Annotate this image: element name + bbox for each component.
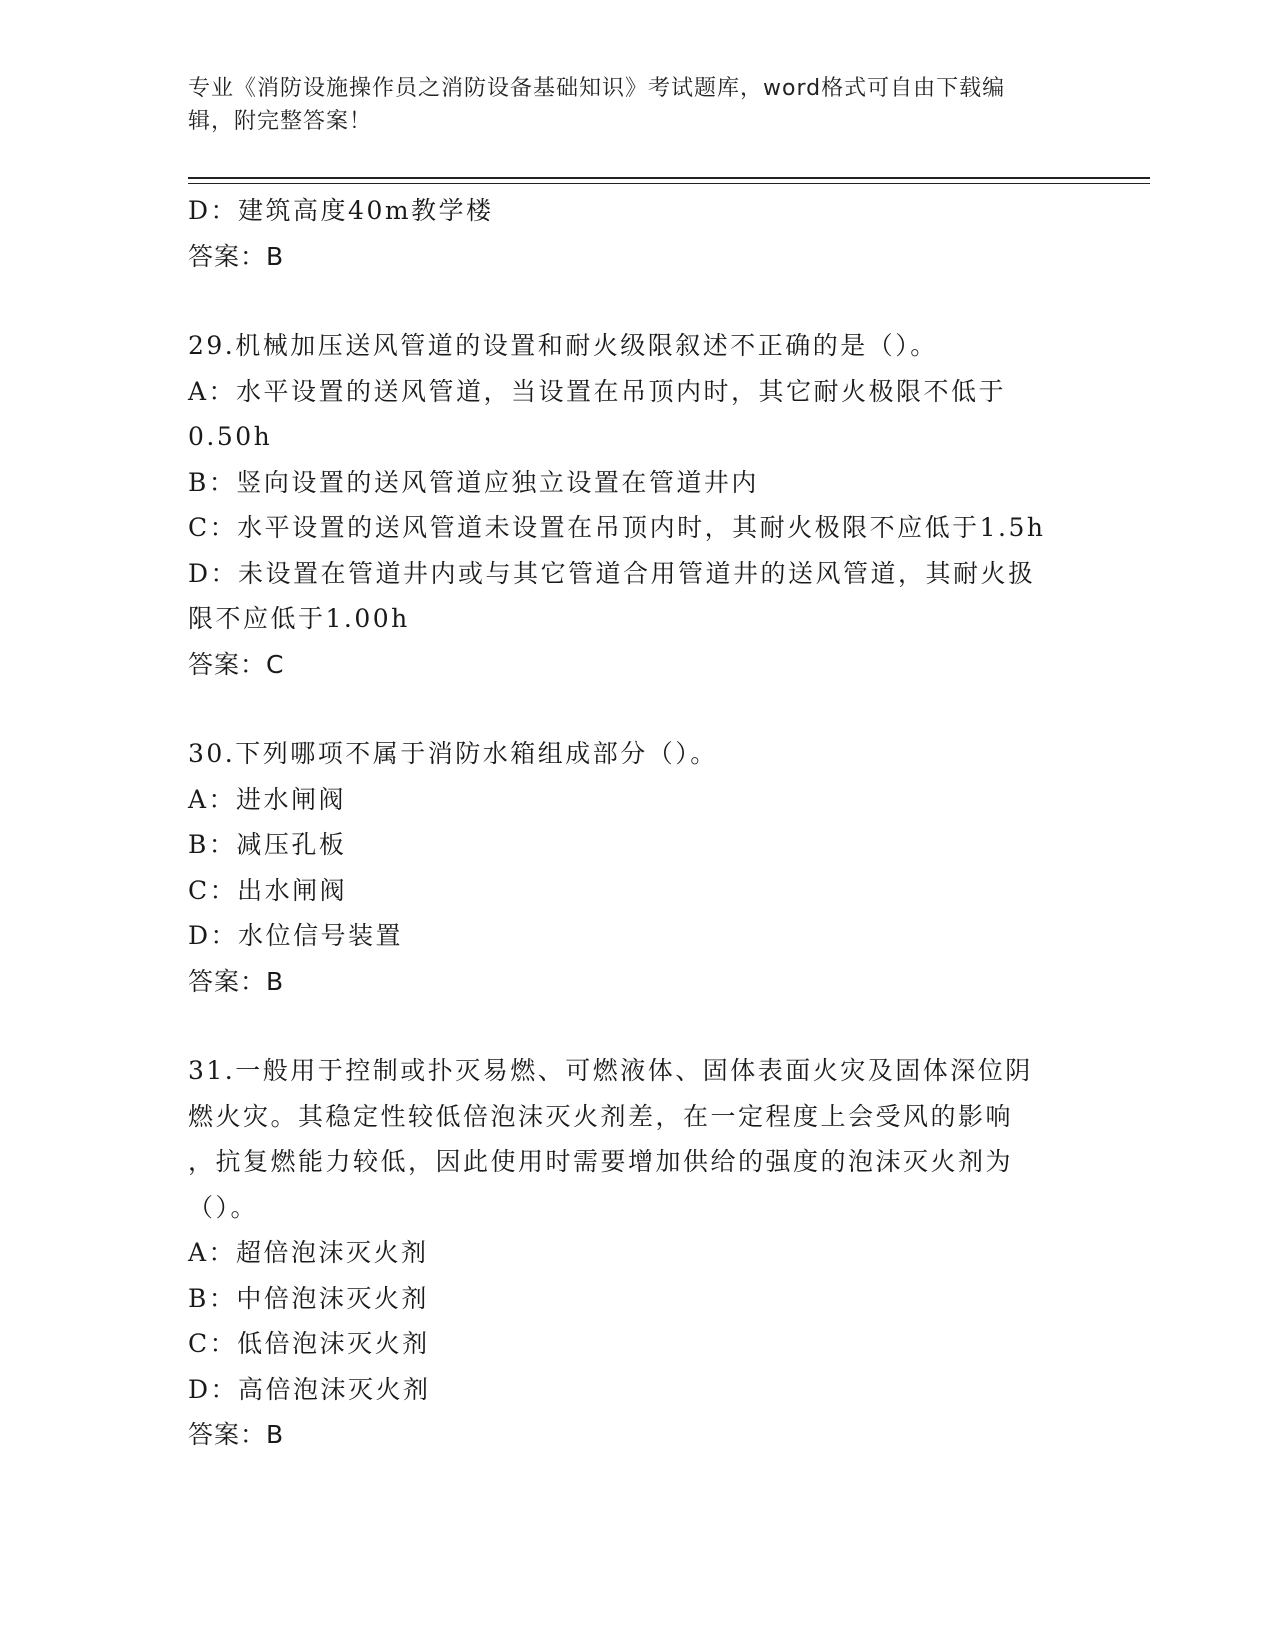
spacer — [188, 687, 1088, 731]
option-d: D：水位信号装置 — [188, 921, 404, 950]
option-d: D：高倍泡沫灭火剂 — [188, 1374, 431, 1404]
question-31 — [188, 1048, 1088, 1458]
header-line-1: 专业《消防设施操作员之消防设备基础知识》考试题库，word格式可自由下载编 — [188, 76, 1006, 101]
question-30 — [188, 731, 1088, 1004]
option-c: C：出水闸阀 — [188, 875, 348, 905]
header-line-2: 辑，附完整答案！ — [188, 109, 373, 134]
option-b: B：减压孔板 — [188, 830, 347, 859]
spacer — [188, 1004, 1088, 1048]
answer-label: 答案：C — [188, 649, 285, 679]
option-d: D：建筑高度40m教学楼 — [188, 196, 494, 225]
option-d: D：未设置在管道井内或与其它管道合用管道井的送风管道，其耐火扱 — [188, 558, 1036, 588]
option-a: A：超倍泡沫灭火剂 — [188, 1238, 429, 1267]
question-stem-continued: （）。 — [188, 1192, 259, 1222]
question-list — [188, 188, 1088, 1458]
question-stem-continued: 燃火灾。其稳定性较低倍泡沫灭火剂差，在一定程度上会受风的影响 — [188, 1101, 1014, 1131]
question-29 — [188, 323, 1088, 687]
question-stem: 30.下列哪项不属于消防水箱组成部分（）。 — [188, 739, 718, 768]
question-28-tail — [188, 188, 1088, 279]
header-divider-thin — [188, 183, 1150, 184]
option-c: C：水平设置的送风管道未设置在吊顶内时，其耐火极限不应低于1.5h — [188, 513, 1046, 542]
option-a-continued: 0.50h — [188, 422, 273, 451]
option-d-continued: 限不应低于1.00h — [188, 604, 410, 633]
answer-label: 答案：B — [188, 1420, 285, 1449]
answer-label: 答案：B — [188, 966, 285, 996]
answer-label: 答案：B — [188, 241, 285, 271]
option-a: A：进水闸阀 — [188, 784, 347, 814]
option-c: C：低倍泡沫灭火剂 — [188, 1329, 430, 1358]
question-stem: 31.一般用于控制或扑灭易燃、可燃液体、固体表面火灾及固体深位阴 — [188, 1056, 1033, 1085]
question-stem-continued: ，抗复燃能力较低，因此使用时需要增加供给的强度的泡沫灭火剂为 — [188, 1147, 1014, 1176]
option-a: A：水平设置的送风管道，当设置在吊顶内时，其它耐火极限不低于 — [188, 376, 1007, 406]
page-header — [188, 72, 1068, 138]
question-stem: 29.机械加压送风管道的设置和耐火级限叙述不正确的是（）。 — [188, 331, 938, 360]
spacer — [188, 279, 1088, 323]
option-b: B：中倍泡沫灭火剂 — [188, 1283, 429, 1313]
option-b: B：竖向设置的送风管道应独立设置在管道井内 — [188, 467, 759, 497]
header-divider-thick — [188, 177, 1150, 179]
